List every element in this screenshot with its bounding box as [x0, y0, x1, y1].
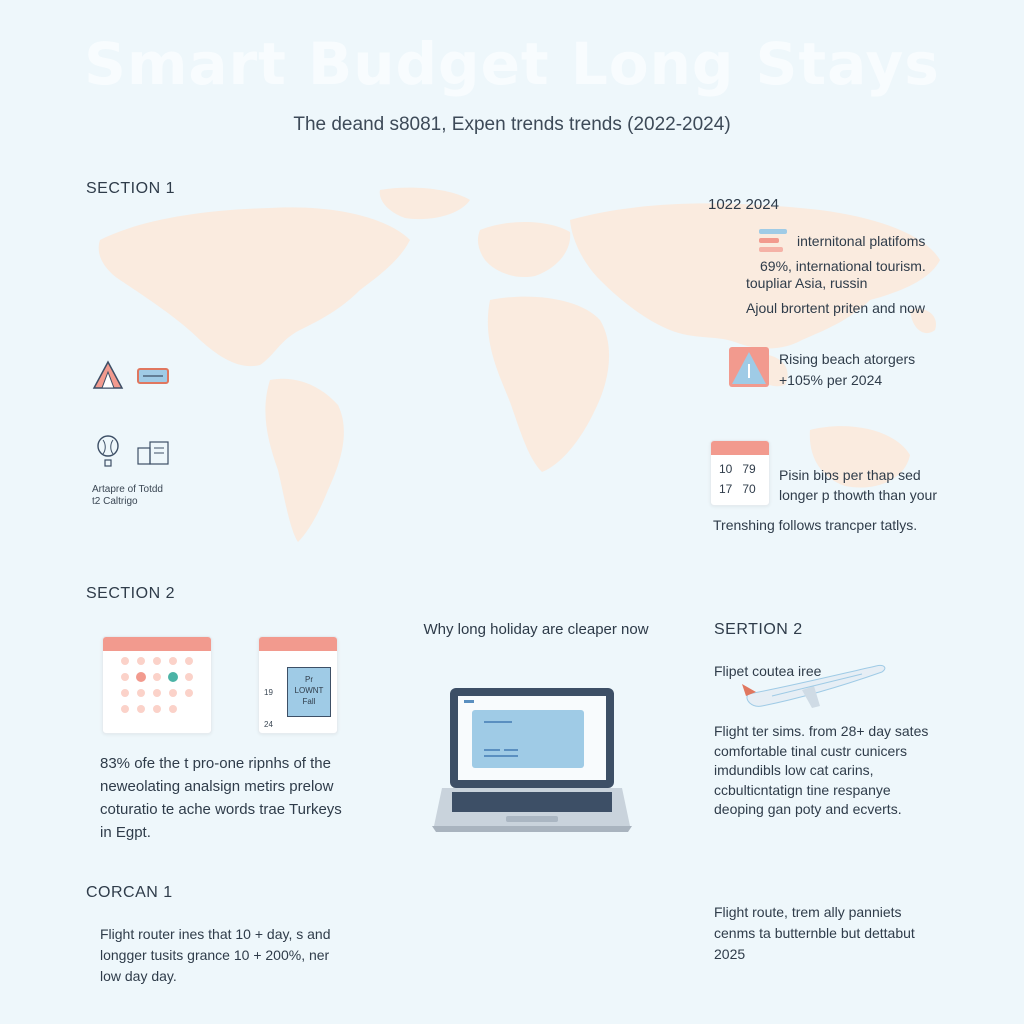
trips-line-2: longer p thowth than your: [779, 487, 937, 503]
calendar-grid-icon: [102, 636, 212, 734]
beach-growth-value: +105% per 2024: [779, 372, 883, 388]
stat-regions: toupliar Asia, russin: [746, 275, 868, 291]
beach-growth-title: Rising beach atorgers: [779, 351, 916, 367]
page-title: Smart Budget Long Stays: [84, 30, 940, 98]
building-icon: [136, 440, 172, 471]
trending-note: Trenshing follows trancper tatlys.: [713, 517, 918, 533]
calendar-list-icon: Pr LOWNT Fall 19 24: [258, 636, 338, 734]
why-cheaper-heading: Why long holiday are cleaper now: [423, 621, 649, 638]
section2-right-body: Flight ter sims. from 28+ day sates comfortable tinal custr cunicers imdundibls low cat carins, ccbulticntatign tine respanye deoping gan poty and ecverts.: [714, 723, 929, 817]
section3-body: Flight router ines that 10 + day, s and longger tusits grance 10 + 200%, ner low day day.: [100, 926, 331, 984]
section3-heading: CORCAN 1: [86, 884, 173, 901]
stat-note: Ajoul brortent priten and now: [746, 300, 925, 316]
stats-bar-icon: [758, 228, 790, 259]
section1-heading: SECTION 1: [86, 180, 175, 197]
calendar-icon: 10 79 17 70: [710, 440, 770, 506]
flight-label: Flipet coutea iree: [714, 663, 822, 679]
balloon-icon: [95, 434, 121, 473]
year-range: 1022 2024: [708, 196, 779, 213]
section2-body: 83% ofe the t pro-one ripnhs of the neweolating analsign metirs prelow coturatio te ache words trae Turkeys in Egpt.: [100, 755, 342, 841]
page-subtitle: The deand s8081, Expen trends trends (2022-2024): [293, 114, 731, 135]
ticket-icon: [137, 366, 169, 391]
section2-heading: SECTION 2: [86, 585, 175, 602]
beach-growth-icon: [728, 346, 770, 393]
stat-tourism: 69%, international tourism.: [760, 258, 926, 274]
airplane-icon: [742, 656, 888, 719]
section1-left-caption: Artapre of Totdd t2 Caltrigo: [92, 484, 163, 507]
footer-right-body: Flight route, trem ally panniets cenms ta butternble but dettabut 2025: [714, 904, 915, 962]
beach-umbrella-icon: [92, 360, 124, 395]
trips-line-1: Pisin bips per thap sed: [779, 467, 921, 483]
section2-right-heading: SERTION 2: [714, 621, 803, 638]
stat-platforms: internitonal platifoms: [797, 233, 926, 249]
laptop-icon: [432, 686, 632, 837]
